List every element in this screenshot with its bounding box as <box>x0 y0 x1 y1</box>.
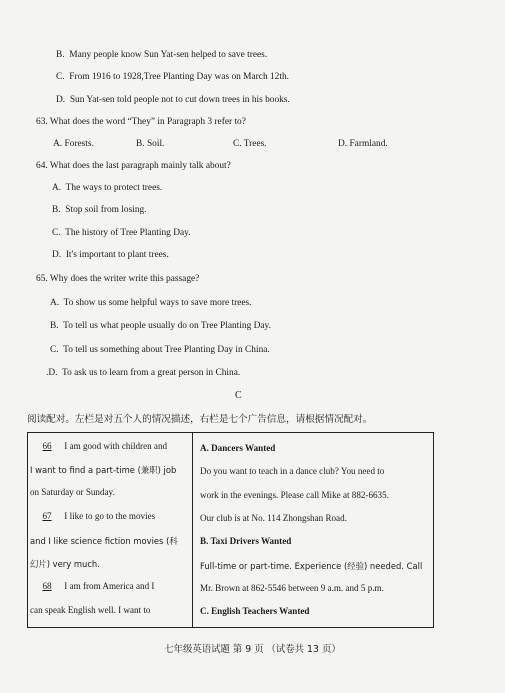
option-letter: B. <box>56 50 65 60</box>
q63-question: 63. What does the word “They” in Paragraph 3 refer to? <box>36 117 246 127</box>
option-letter: A. <box>50 298 60 308</box>
option-letter: B. <box>52 205 61 215</box>
option-letter: A. <box>52 183 62 193</box>
ad-heading: B. Taxi Drivers Wanted <box>200 536 292 546</box>
ad-text: Mr. Brown at 862-5546 between 9 a.m. and 5 p.m. <box>200 583 384 593</box>
q62-option-c <box>56 72 289 82</box>
q65-option-d <box>46 368 240 378</box>
blank-number: 66 <box>42 441 52 451</box>
ad-heading: A. Dancers Wanted <box>200 443 276 453</box>
option-letter: .D. <box>46 368 58 378</box>
left-row: 幻片) very much. <box>30 559 100 569</box>
q63-option-c: C. Trees. <box>233 139 267 149</box>
ad-text: Full-time or part-time. Experience (经验) needed. Call <box>200 561 423 571</box>
q64-option-b <box>52 205 147 215</box>
ad-text: Our club is at No. 114 Zhongshan Road. <box>200 513 347 523</box>
option-letter: D. <box>52 250 62 260</box>
ad-text: work in the evenings. Please call Mike at 882-6635. <box>200 490 389 500</box>
left-row-text: I am from America and I <box>64 581 155 591</box>
option-text: To show us some helpful ways to save more trees. <box>63 298 252 308</box>
blank-number: 68 <box>42 581 52 591</box>
left-row <box>32 581 154 591</box>
option-text: It's important to plant trees. <box>65 250 169 260</box>
q63-option-b: B. Soil. <box>136 139 165 149</box>
section-instruction: 阅读配对。左栏是对五个人的情况描述，右栏是七个广告信息，请根据情况配对。 <box>27 414 373 425</box>
ad-heading: C. English Teachers Wanted <box>200 606 310 616</box>
option-letter: D. <box>56 95 66 105</box>
left-row <box>32 511 155 521</box>
option-text: Sun Yat-sen told people not to cut down trees in his books. <box>69 95 290 105</box>
left-row-text: I am good with children and <box>64 441 168 451</box>
option-text: To tell us something about Tree Planting Day in China. <box>63 345 270 355</box>
q64-option-a <box>52 183 162 193</box>
q65-option-c <box>50 345 270 355</box>
option-text: The ways to protect trees. <box>65 183 163 193</box>
page-footer: 七年级英语试题 第 9 页 （试卷共 13 页） <box>164 644 341 655</box>
option-text: Stop soil from losing. <box>65 205 147 215</box>
matching-table <box>27 432 434 628</box>
column-divider <box>192 433 193 627</box>
left-row: on Saturday or Sunday. <box>30 487 115 497</box>
option-text: From 1916 to 1928,Tree Planting Day was on March 12th. <box>69 72 289 82</box>
option-letter: C. <box>50 345 59 355</box>
ad-text: Do you want to teach in a dance club? You need to <box>200 466 385 476</box>
q63-option-a: A. Forests. <box>53 139 94 149</box>
left-row: and I like science fiction movies (科 <box>30 536 178 546</box>
q64-option-d <box>52 250 169 260</box>
q62-option-d <box>56 95 290 105</box>
option-text: The history of Tree Planting Day. <box>65 228 191 238</box>
option-letter: C. <box>52 228 61 238</box>
q62-option-b <box>56 50 267 60</box>
q65-option-b <box>50 321 271 331</box>
q64-question: 64. What does the last paragraph mainly talk about? <box>36 161 231 171</box>
q65-option-a <box>50 298 252 308</box>
left-row: I want to find a part-time (兼职) job <box>30 465 177 475</box>
section-label: C <box>235 390 242 401</box>
q64-option-c <box>52 228 191 238</box>
q63-option-d: D. Farmland. <box>338 139 388 149</box>
option-letter: C. <box>56 72 65 82</box>
blank-number: 67 <box>42 511 52 521</box>
option-text: To tell us what people usually do on Tree Planting Day. <box>63 321 271 331</box>
option-letter: B. <box>50 321 59 331</box>
left-row <box>32 441 167 451</box>
left-row-text: I like to go to the movies <box>64 511 156 521</box>
left-row: can speak English well. I want to <box>30 605 151 615</box>
option-text: To ask us to learn from a great person in China. <box>62 368 241 378</box>
q65-question: 65. Why does the writer write this passage? <box>36 274 200 284</box>
option-text: Many people know Sun Yat-sen helped to save trees. <box>69 50 268 60</box>
